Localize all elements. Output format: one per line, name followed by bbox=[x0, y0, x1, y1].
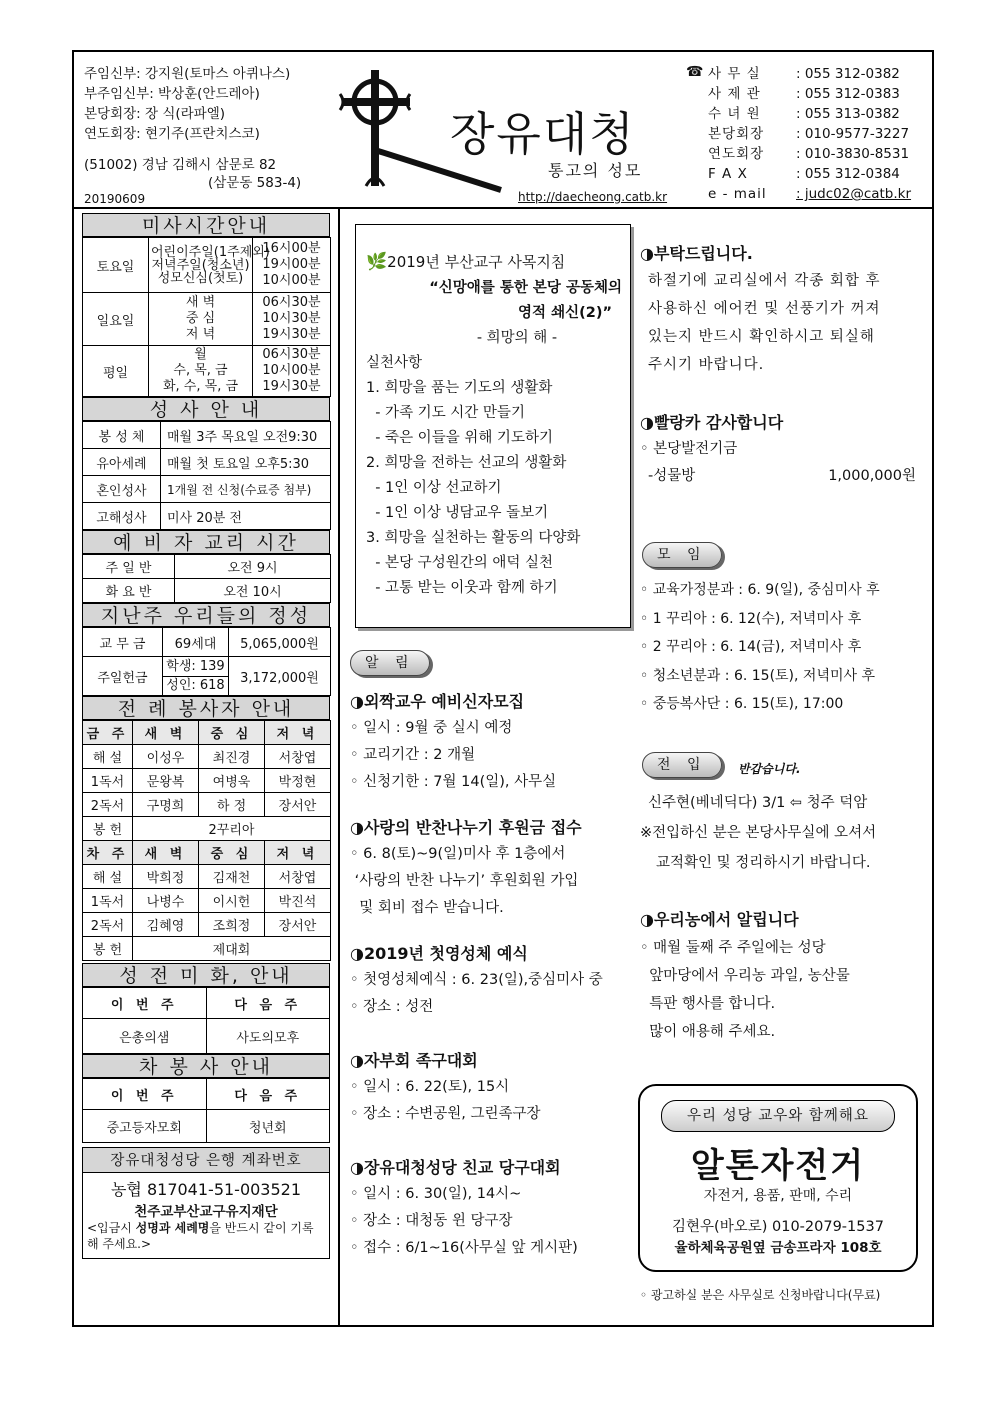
sacraments-title: 성 사 안 내 bbox=[82, 397, 330, 421]
address-line1: (51002) 경남 김해시 삼문로 82 bbox=[84, 157, 277, 173]
contact-council-president: 연도회장 : 010-3830-8531 bbox=[708, 146, 910, 162]
saturday-label: 토요일 bbox=[83, 238, 149, 293]
website-link[interactable]: http://daecheong.catb.kr bbox=[518, 190, 668, 204]
tea-title: 차 봉 사 안내 bbox=[82, 1054, 330, 1078]
offering-title: 지난주 우리들의 정성 bbox=[82, 603, 330, 627]
bicycle-ad bbox=[638, 1084, 918, 1272]
sunday-label: 일요일 bbox=[83, 293, 149, 346]
contact-fax: F A X : 055 312-0384 bbox=[708, 166, 900, 182]
council-president: 연도회장: 현기주(프란치스코) bbox=[84, 126, 260, 142]
pastoral-title: 2019년 부산교구 사목지침 bbox=[387, 253, 566, 271]
mass-times-table: 토요일 어린이주일(1주제외) 저녁주일(청소년) 성모신심(첫토) 16시00분 19시00분 10시00분 일요일 새 벽 중 심 저 녁 06시30분 10시30분 19시30분 평일 월 수, 목, 금 화, 수, 목, 금 06시30분 10시00분 19시30분 bbox=[82, 237, 331, 397]
address-line2: (삼문동 583-4) bbox=[208, 175, 302, 191]
church-name: 장유대청 bbox=[450, 107, 636, 161]
mass-times-title: 미사시간안내 bbox=[82, 213, 330, 237]
ad-services: 자전거, 용품, 판매, 수리 bbox=[703, 1188, 853, 1204]
pastor: 주임신부: 강지원(토마스 아퀴나스) bbox=[84, 66, 291, 82]
diocese-logo-icon: 🌿 bbox=[366, 252, 388, 272]
church-subtitle: 통고의 성모 bbox=[548, 161, 643, 180]
bank-note: <입금시 성명과 세례명을 반드시 같이 기록해 주세요.> bbox=[87, 1221, 314, 1251]
bulletin-date: 20190609 bbox=[84, 192, 146, 206]
flowers-title: 성 전 미 화, 안내 bbox=[82, 963, 330, 987]
pastoral-year: - 희망의 해 - bbox=[476, 330, 558, 346]
pastoral-quote1: “신망애를 통한 본당 공동체의 bbox=[429, 280, 622, 296]
bank-holder: 천주교부산교구유지재단 bbox=[134, 1204, 278, 1220]
liturgy-table: 금 주 새 벽 중 심 저 녁 해 설 이성우 최진경 서창엽 1독서 문왕복 여병욱 박정현 2독서 구명희 하 정 장서안 봉 헌 2꾸리아 차 주 새 벽 중 심 저 녁 해 설 박희정 김재천 서창엽 1독서 나병수 이시헌 박진석 2독서 김혜영 조희정 장서안 봉 헌 제대회 bbox=[82, 720, 331, 961]
meetings-list: ◦ 교육가정분과 : 6. 9(일), 중심미사 후 ◦ 1 꾸리아 : 6. 12(수), 저녁미사 후 ◦ 2 꾸리아 : 6. 14(금), 저녁미사 후 ◦ 청소년분과 : 6. 15(토), 저녁미사 후 ◦ 중등복사단 : 6. 15(토), 17:00 bbox=[640, 582, 880, 712]
transfer-info: 신주현(베네딕다) 3/1 ⇦ 청주 덕암 ※전입하신 분은 본당사무실에 오셔서 교적확인 및 정리하시기 바랍니다. bbox=[640, 795, 877, 871]
contact-email: e - mail : judc02@catb.kr bbox=[708, 186, 912, 202]
liturgy-title: 전 례 봉사자 안내 bbox=[82, 696, 330, 720]
transfer-pill: 전 입 bbox=[642, 752, 722, 778]
flowers-table: 이 번 주 다 음 주 은총의샘 사도의모후 bbox=[82, 987, 330, 1054]
sacraments-table: 봉 성 체 매월 3주 목요일 오전9:30 유아세례 매월 첫 토요일 오후5:30 혼인성사 1개월 전 신청(수료증 첨부) 고해성사 미사 20분 전 bbox=[82, 421, 331, 530]
ad-location: 율하체육공원옆 금송프라자 108호 bbox=[674, 1240, 882, 1256]
ad-note: ◦ 광고하실 분은 사무실로 신청바랍니다(무료) bbox=[640, 1288, 881, 1302]
contact-list bbox=[708, 64, 911, 204]
catechumen-title: 예 비 자 교리 시간 bbox=[82, 530, 330, 554]
meeting-pill: 모 임 bbox=[642, 542, 722, 568]
contact-rectory: 사 제 관 : 055 312-0383 bbox=[708, 86, 900, 102]
welcome-text: 반갑습니다. bbox=[738, 762, 801, 776]
weekday-label: 평일 bbox=[83, 346, 149, 397]
column-divider-left bbox=[338, 207, 340, 1327]
contact-office: 사 무 실 : 055 312-0382 bbox=[708, 66, 900, 82]
ad-logo: 알톤자전거 bbox=[690, 1146, 866, 1186]
address bbox=[84, 156, 301, 192]
pastoral-guideline: 🌿2019년 부산교구 사목지침 “신망애를 통한 본당 공동체의 영적 쇄신(2)” - 희망의 해 - 실천사항 1. 희망을 품는 기도의 생활화 - 가족 기도 시간 만들기 - 죽은 이들을 위해 기도하기 2. 희망을 전하는 선교의 생활화 - 1인 이상 선교하기 - 1인 이상 냉담교우 돌보기 3. 희망을 실천하는 활동의 다양화 - 본당 구성원간의 애덕 실천 - 고통 받는 이웃과 함께 하기 bbox=[366, 250, 628, 601]
parish-president: 본당회장: 장 식(라파엘) bbox=[84, 106, 226, 122]
clergy-list bbox=[84, 64, 290, 144]
left-sidebar bbox=[82, 213, 330, 1259]
right-notices: ◑부탁드립니다. 하절기에 교리실에서 각종 회합 후 사용하신 에어컨 및 선풍기가 꺼져 있는지 반드시 확인하시고 퇴실해 주시기 바랍니다. ◑빨랑카 감사합니다 ◦ 본당발전기금 -성물방 1,000,000원 bbox=[640, 240, 926, 490]
tea-table: 이 번 주 다 음 주 중고등자모회 청년회 bbox=[82, 1078, 330, 1143]
request-title: ◑부탁드립니다. bbox=[640, 244, 753, 263]
thanks-title: ◑빨랑카 감사합니다 bbox=[640, 413, 784, 432]
header-divider bbox=[72, 207, 934, 209]
notice-pill: 알 림 bbox=[350, 650, 430, 676]
ad-banner: 우리 성당 교우와 함께해요 bbox=[661, 1100, 895, 1132]
bank-title: 장유대청성당 은행 계좌번호 bbox=[82, 1147, 330, 1173]
notices: ◑외짝교우 예비신자모집 ◦ 일시 : 9월 중 실시 예정 ◦ 교리기간 : 2 개월 ◦ 신청기한 : 7월 14(일), 사무실 ◑사랑의 반찬나누기 후원금 접수 ◦ 6. 8(토)~9(일)미사 후 1층에서 ‘사랑의 반찬 나누기’ 후원회원 가입 및 회비 접수 받습니다. ◑2019년 첫영성체 예식 ◦ 첫영성체예식 : 6. 23(일),중심미사 중 ◦ 장소 : 성전 ◑자부회 족구대회 ◦ 일시 : 6. 22(토), 15시 ◦ 장소 : 수변공원, 그린족구장 ◑장유대청성당 친교 당구대회 ◦ 일시 : 6. 30(일), 14시~ ◦ 장소 : 대청동 윈 당구장 ◦ 접수 : 6/1~16(사무실 앞 게시판) bbox=[350, 692, 603, 1256]
offering-table: 교 무 금 69세대 5,065,000원 주일헌금 학생: 139 성인: 618 3,172,000원 bbox=[82, 627, 331, 696]
bank-box bbox=[82, 1173, 330, 1259]
pastoral-practice: 실천사항 bbox=[366, 355, 423, 371]
farm-notice: ◑우리농에서 알립니다 ◦ 매월 둘째 주 주일에는 성당 앞마당에서 우리농 과일, 농산물 특판 행사를 합니다. 많이 애용해 주세요. bbox=[640, 910, 850, 1040]
pastoral-quote2: 영적 쇄신(2)” bbox=[518, 305, 612, 321]
catechumen-table: 주 일 반 오전 9시 화 요 반 오전 10시 bbox=[82, 554, 331, 603]
ad-owner: 김현우(바오로) 010-2079-1537 bbox=[672, 1219, 884, 1235]
assoc-pastor: 부주임신부: 박상훈(안드레아) bbox=[84, 86, 260, 102]
contact-parish-president: 본당회장 : 010-9577-3227 bbox=[708, 126, 910, 142]
bank-account: 농협 817041-51-003521 bbox=[110, 1180, 302, 1199]
phone-icon: ☎ bbox=[686, 64, 704, 80]
contact-convent: 수 녀 원 : 055 313-0382 bbox=[708, 106, 900, 122]
